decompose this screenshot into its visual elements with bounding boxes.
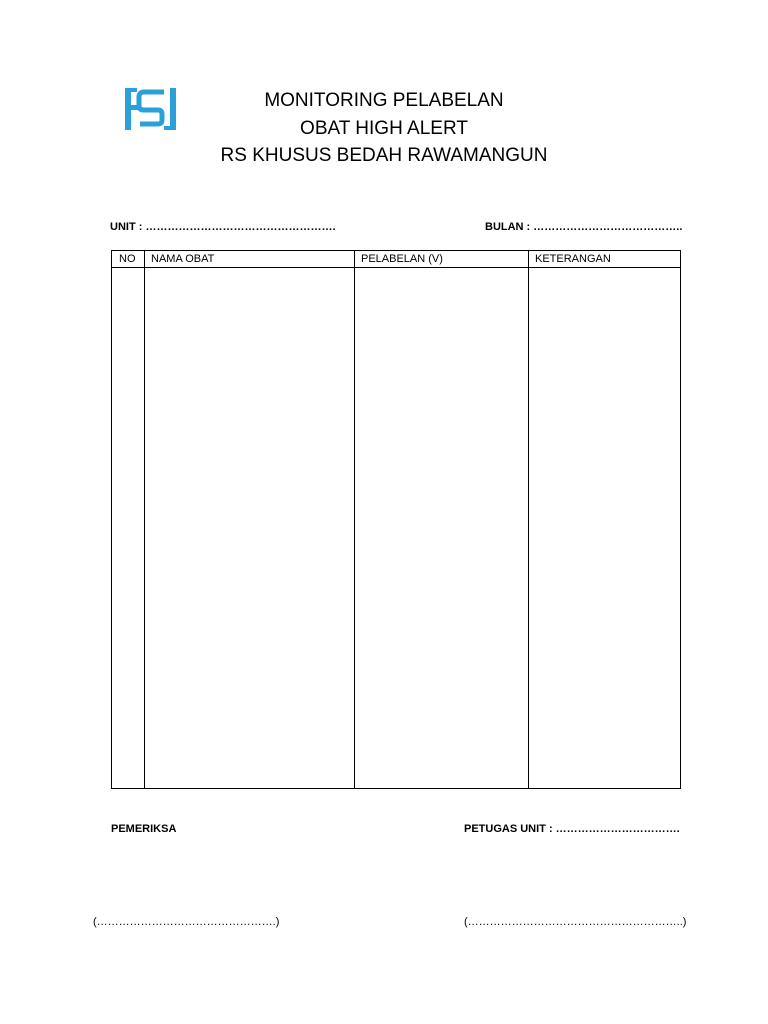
column-divider: [354, 251, 355, 788]
pemeriksa-label: PEMERIKSA: [111, 823, 177, 835]
signature-line-pemeriksa: (………………………………………….): [93, 916, 280, 928]
column-header-no: NO: [119, 253, 136, 265]
title-line-1: MONITORING PELABELAN: [264, 90, 504, 111]
column-header-nama-obat: NAMA OBAT: [151, 253, 215, 265]
header-divider: [112, 267, 680, 268]
monitoring-table: [111, 250, 681, 789]
title-line-3: RS KHUSUS BEDAH RAWAMANGUN: [220, 145, 548, 166]
column-header-pelabelan: PELABELAN (V): [361, 253, 443, 265]
column-divider: [144, 251, 145, 788]
petugas-unit-field: PETUGAS UNIT : …………………………….: [464, 823, 680, 835]
unit-field: UNIT : …………………………………………….: [110, 221, 336, 233]
title-line-2: OBAT HIGH ALERT: [300, 118, 468, 139]
column-divider: [528, 251, 529, 788]
column-header-keterangan: KETERANGAN: [535, 253, 611, 265]
signature-line-petugas: (…………………………………………………..): [464, 916, 687, 928]
bulan-field: BULAN : …………………………………..: [485, 221, 683, 233]
